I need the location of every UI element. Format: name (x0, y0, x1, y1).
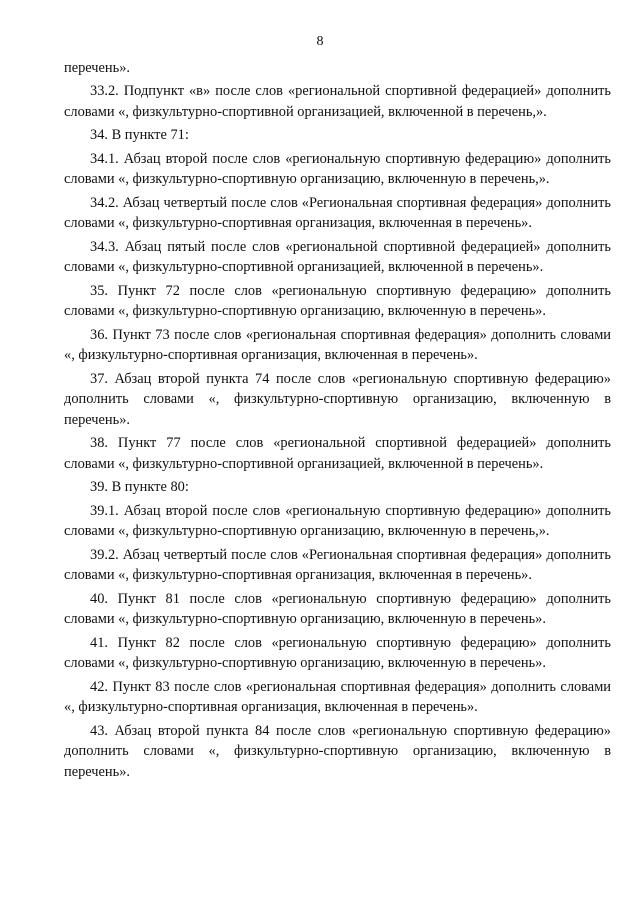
paragraph-39: 39. В пункте 80: (90, 479, 189, 496)
paragraph-continuation: перечень». (64, 60, 130, 76)
paragraph-34-1: 34.1. Абзац второй после слов «региональную спортивную федерацию» дополнить словами «, физкультурно-спортивную организацию, включенную в перечень,». (64, 150, 611, 188)
paragraph-34: 34. В пункте 71: (90, 127, 189, 144)
paragraph-38: 38. Пункт 77 после слов «региональной спортивной федерацией» дополнить словами «, физкультурно-спортивной организацией, включенной в перечень». (64, 435, 611, 472)
page-number: 8 (316, 34, 324, 49)
paragraph-37: 37. Абзац второй пункта 74 после слов «региональную спортивную федерацию» дополнить словами «, физкультурно-спортивную организацию, включенную в перечень». (64, 370, 611, 428)
paragraph-41: 41. Пункт 82 после слов «региональную спортивную федерацию» дополнить словами «, физкультурно-спортивную организацию, включенную в перечень». (64, 634, 611, 672)
paragraph-39-2: 39.2. Абзац четвертый после слов «Региональная спортивная федерация» дополнить словами «, физкультурно-спортивная организация, включенная в перечень». (64, 546, 611, 584)
document-body (64, 58, 611, 785)
paragraph-43: 43. Абзац второй пункта 84 после слов «региональную спортивную федерацию» дополнить словами «, физкультурно-спортивную организацию, включенную в перечень». (64, 722, 611, 780)
paragraph-34-2: 34.2. Абзац четвертый после слов «Региональная спортивная федерация» дополнить словами «, физкультурно-спортивная организация, включенная в перечень». (64, 194, 611, 232)
paragraph-33-2: 33.2. Подпункт «в» после слов «региональной спортивной федерацией» дополнить словами «, физкультурно-спортивной организацией, включенной в перечень,». (64, 83, 611, 120)
paragraph-36: 36. Пункт 73 после слов «региональная спортивная федерация» дополнить словами «, физкультурно-спортивная организация, включенная в перечень». (64, 326, 611, 364)
paragraph-42: 42. Пункт 83 после слов «региональная спортивная федерация» дополнить словами «, физкультурно-спортивная организация, включенная в перечень». (64, 678, 611, 716)
paragraph-39-1: 39.1. Абзац второй после слов «региональную спортивную федерацию» дополнить словами «, физкультурно-спортивную организацию, включенную в перечень,». (64, 502, 611, 540)
paragraph-40: 40. Пункт 81 после слов «региональную спортивную федерацию» дополнить словами «, физкультурно-спортивную организацию, включенную в перечень». (64, 590, 611, 628)
paragraph-35: 35. Пункт 72 после слов «региональную спортивную федерацию» дополнить словами «, физкультурно-спортивную организацию, включенную в перечень». (64, 282, 611, 320)
paragraph-34-3: 34.3. Абзац пятый после слов «региональной спортивной федерацией» дополнить словами «, физкультурно-спортивной организацией, включенной в перечень». (64, 238, 611, 276)
